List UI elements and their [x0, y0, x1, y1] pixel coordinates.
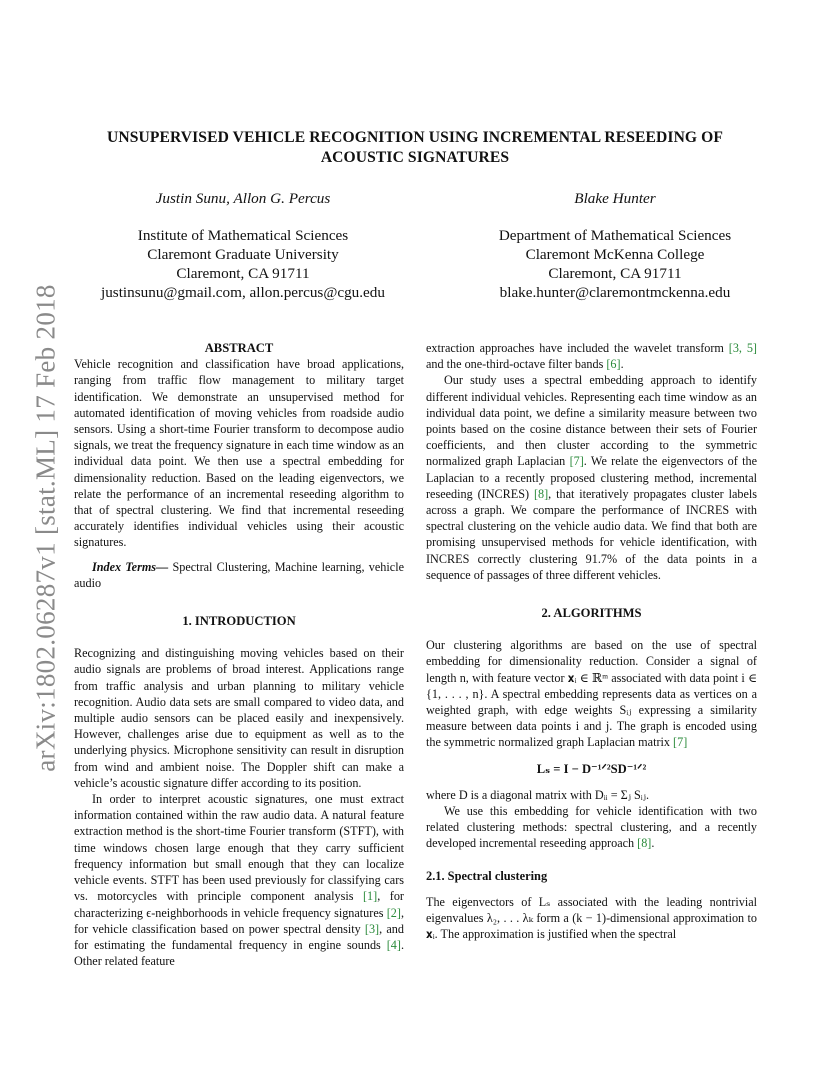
algorithms-paragraph-3: We use this embedding for vehicle identification with two related clustering methods: spectral clustering, and a recently developed incremental reseeding approach [8].	[426, 804, 757, 851]
location: Claremont, CA 91711	[548, 265, 682, 282]
author-names: Blake Hunter	[574, 190, 656, 207]
algorithms-paragraph-2: where D is a diagonal matrix with Dᵢᵢ = Σⱼ Sᵢⱼ.	[426, 787, 650, 802]
citation-link[interactable]: [3, 5]	[728, 341, 757, 355]
index-terms	[74, 559, 404, 591]
email: blake.hunter@claremontmckenna.edu	[499, 284, 731, 301]
left-column	[74, 340, 404, 969]
citation-link[interactable]: [2]	[386, 905, 401, 920]
citation-link[interactable]: [6]	[606, 357, 621, 372]
citation-link[interactable]: [3]	[364, 921, 380, 936]
citation-link[interactable]: [4]	[386, 937, 401, 952]
citation-link[interactable]: [7]	[569, 454, 584, 469]
spectral-clustering-paragraph: The eigenvectors of Lₛ associated with the leading nontrivial eigenvalues λ₂, . . . λₖ form a (k − 1)-dimensional approximation to 𝐱ᵢ. The approximation is justified when the spectral	[426, 894, 757, 942]
study-paragraph: Our study uses a spectral embedding approach to identify different individual vehicles. Representing each time window as an individual data point, we define a similarity measure between two points based on the cosine distance between their sets of Fourier coefficients, and then cluster according to the symmetric normalized graph Laplacian [7]. We relate the eigenvectors of the Laplacian to a recently proposed clustering method, incremental reseeding (INCRES) [8], that iteratively propagates cluster labels across a graph. We compare the performance of INCRES with spectral clustering on the vehicle audio data. We find that both are promising unsupervised methods for vehicle identification, with INCRES correctly clustering 91.7% of the data points in a sequence of passages of three different vehicles.	[426, 373, 758, 582]
intro-paragraph-1: Recognizing and distinguishing moving vehicles based on their audio signals are problems of broad interest. Applications range from traffic analysis and urban planning to military vehicle recognition. Audio data sets are small compared to video data, and multiple audio sensors can be placed easily and inexpensively. However, challenges arise due to equipment as well as to the underlying physics. Microphone sensitivity can result in disruption from wind and ambient noise. The Doppler shift can make a vehicle’s acoustic signature differ according to its position.	[74, 646, 404, 790]
email: justinsunu@gmail.com, allon.percus@cgu.edu	[100, 284, 385, 301]
author-names: Justin Sunu, Allon G. Percus	[155, 190, 331, 207]
abstract-text: Vehicle recognition and classification have broad applications, ranging from traffic flow management to military target identification. We demonstrate an unsupervised method for automated identification of moving vehicles from roadside audio sensors. Using a short-time Fourier transform to decompose audio signals, we treat the frequency signature in each time window as an individual data point. We then use a spectral embedding for dimensionality reduction. Based on the leading eigenvectors, we relate the performance of an incremental reseeding algorithm to that of spectral clustering. We find that incremental reseeding accurately identifies individual vehicles using their acoustic signatures.	[74, 357, 404, 550]
index-terms-label: Index Terms—	[92, 559, 169, 574]
citation-link[interactable]: [7]	[673, 735, 688, 750]
paper-title: UNSUPERVISED VEHICLE RECOGNITION USING INCREMENTAL RESEEDING OF ACOUSTIC SIGNATURES	[106, 129, 724, 166]
right-column	[426, 340, 757, 943]
affiliation: Institute of Mathematical Sciences	[137, 227, 349, 244]
citation-link[interactable]: [8]	[533, 486, 549, 501]
affiliation: Department of Mathematical Sciences	[498, 227, 732, 244]
algorithms-paragraph-1: Our clustering algorithms are based on the use of spectral embedding for dimensionality reduction. Consider a signal of length n, with feature vector 𝐱ᵢ ∈ ℝᵐ associated with data point i ∈ {1, . . . , n}. A spectral embedding represents data as vertices on a weighted graph, with edge weights Sᵢⱼ expressing a similarity measure between data points i and j. The graph is encoded using the symmetric normalized graph Laplacian matrix [7]	[426, 638, 757, 750]
algorithms-heading: 2. ALGORITHMS	[541, 606, 642, 621]
related-work-paragraph: extraction approaches have included the wavelet transform [3, 5] and the one-third-octave filter bands [6].	[426, 341, 757, 372]
citation-link[interactable]: [1]	[362, 889, 378, 904]
institution: Claremont Graduate University	[147, 246, 339, 263]
index-terms-text: Spectral Clustering, Machine learning, vehicle audio	[74, 559, 404, 590]
abstract-heading: ABSTRACT	[204, 341, 274, 355]
institution: Claremont McKenna College	[525, 246, 705, 263]
spectral-clustering-heading: 2.1. Spectral clustering	[426, 868, 548, 883]
introduction-heading: 1. INTRODUCTION	[182, 614, 296, 629]
citation-link[interactable]: [8]	[637, 836, 652, 851]
location: Claremont, CA 91711	[176, 265, 310, 282]
intro-paragraph-2: In order to interpret acoustic signatures, one must extract information contained within the raw audio data. A natural feature extraction method is the short-time Fourier transform (STFT), with time windows chosen large enough that they carry sufficient frequency information but small enough that they can localize vehicle events. STFT has been used previously for classifying cars vs. motorcycles with principle component analysis [1], for characterizing ϵ-neighborhoods in vehicle frequency signatures [2], for vehicle classification based on power spectral density [3], and for estimating the fundamental frequency in engine sounds [4]. Other related feature	[74, 792, 404, 969]
laplacian-equation: Lₛ = I − D⁻¹ᐟ²SD⁻¹ᐟ²	[536, 761, 647, 776]
author-block-right	[450, 189, 780, 302]
author-block-left	[78, 189, 408, 302]
paper-page: arXiv:1802.06287v1 [stat.ML] 17 Feb 2018 UNSUPERVISED VEHICLE RECOGNITION USING INCREMENTAL RESEEDING OF ACOUSTIC SIGNATURES Justin Sunu, Allon G. Percus Institute of Mathematical Sciences Claremont Graduate University Claremont, CA 91711 justinsunu@gmail.com, allon.percus@cgu.edu Blake Hunter Department of Mathematical Sciences Claremont McKenna College Claremont, CA 91711 blake.hunter@claremontmckenna.edu ABSTRACT Vehicle recognition and classification have broad applications, ranging from traffic flow management to military target identification. We demonstrate an unsupervised method for automated identification of moving vehicles from roadside audio sensors. Using a short-time Fourier transform to decompose audio signals, we treat the frequency signature in each time window as an individual data point. We then use a spectral embedding for dimensionality reduction. Based on the leading eigenvectors, we relate the performance of an incremental reseeding algorithm to that of spectral clustering. We find that incremental reseeding accurately identifies individual vehicles using their acoustic signatures. Index Terms— Spectral Clustering, Machine learning, vehicle audio 1. INTRODUCTION Recognizing and distinguishing moving vehicles based on their audio signals are problems of broad interest. Applications range from traffic analysis and urban planning to military vehicle recognition. Audio data sets are small compared to video data, and multiple audio sensors can be placed easily and inexpensively. However, challenges arise due to equipment as well as to the underlying physics. Microphone sensitivity can result in disruption from wind and ambient noise. The Doppler shift can make a vehicle’s acoustic signature differ according to its position. In order to interpret acoustic signatures, one must extract information contained within the raw audio data. A natural feature extraction method is the short-time Fourier transform (STFT), with time windows chosen large enough that they carry sufficient frequency information but small enough that they can localize vehicle events. STFT has been used previously for classifying cars vs. motorcycles with principle component analysis [1], for characterizing ϵ-neighborhoods in vehicle frequency signatures [2], for vehicle classification based on power spectral density [3], and for estimating the fundamental frequency in engine sounds [4]. Other related feature extraction approaches have included the wavelet transform [3, 5] and the one-third-octave filter bands [6]. Our study uses a spectral embedding approach to identify different individual vehicles. Representing each time window as an individual data point, we define a similarity measure between two points based on the cosine distance between their sets of Fourier coefficients, and then cluster according to the symmetric normalized graph Laplacian [7]. We relate the eigenvectors of the Laplacian to a recently proposed clustering method, incremental reseeding (INCRES) [8], that iteratively propagates cluster labels across a graph. We compare the performance of INCRES with spectral clustering on the vehicle audio data. We find that both are promising unsupervised methods for vehicle identification, with INCRES correctly clustering 91.7% of the data points in a sequence of passages of three different vehicles. 2. ALGORITHMS Our clustering algorithms are based on the use of spectral embedding for dimensionality reduction. Consider a signal of length n, with feature vector 𝐱ᵢ ∈ ℝᵐ associated with data point i ∈ {1, . . . , n}. A spectral embedding represents data as vertices on a weighted graph, with edge weights Sᵢⱼ expressing a similarity measure between data points i and j. The graph is encoded using the symmetric normalized graph Laplacian matrix [7] Lₛ = I − D⁻¹ᐟ²SD⁻¹ᐟ² where D is a diagonal matrix with Dᵢᵢ = Σⱼ Sᵢⱼ. We use this embedding for vehicle identification with two related clustering methods: spectral clustering, and a recently developed incremental reseeding approach [8]. 2.1. Spectral clustering The eigenvectors of Lₛ associated with the leading nontrivial eigenvalues λ₂, . . . λₖ form a (k − 1)-dimensional approximation to 𝐱ᵢ. The approximation is justified when the spectral	[0, 0, 828, 1072]
